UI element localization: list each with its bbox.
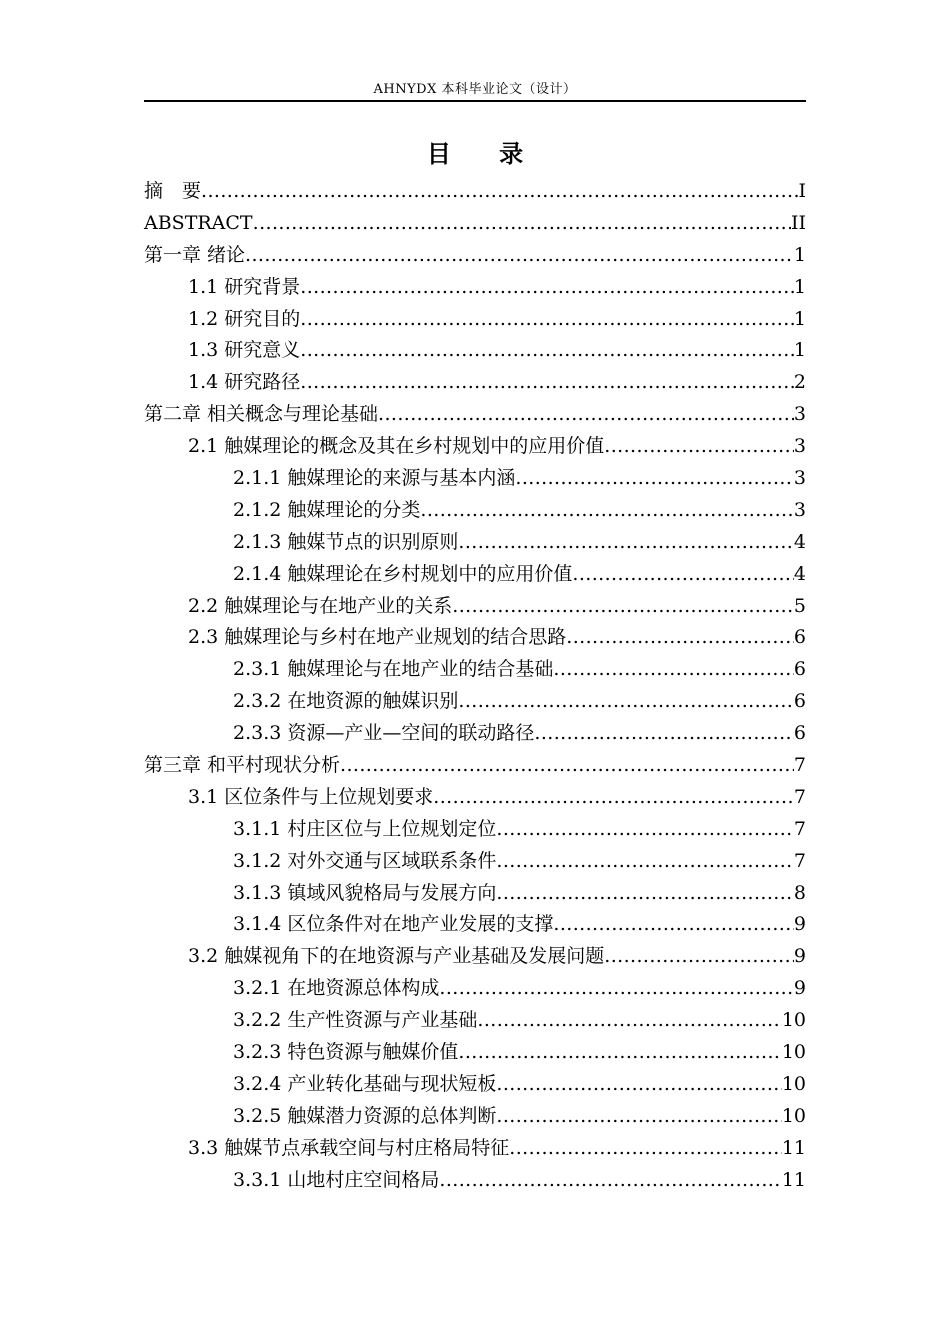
toc-page-number: 11 <box>781 1168 806 1191</box>
toc-page-number: 4 <box>793 530 806 553</box>
toc-entry[interactable] <box>144 1133 806 1165</box>
toc-dot-leader <box>420 495 794 527</box>
toc-dot-leader <box>458 1037 781 1069</box>
toc-entry-title: 2.2 触媒理论与在地产业的关系 <box>188 594 453 617</box>
toc-page-number: 6 <box>793 722 806 745</box>
toc-entry-title: 2.3.1 触媒理论与在地产业的结合基础 <box>233 658 554 681</box>
toc-dot-leader <box>496 846 794 878</box>
toc-entry[interactable] <box>144 1037 806 1069</box>
toc-entry-title: 3.2.4 产业转化基础与现状短板 <box>233 1072 497 1095</box>
toc-page-number: 10 <box>781 1009 806 1032</box>
toc-dot-leader <box>496 1069 781 1101</box>
toc-entry-title: 2.1.3 触媒节点的识别原则 <box>233 530 459 553</box>
toc-page-number: I <box>798 180 806 202</box>
toc-dot-leader <box>433 782 794 814</box>
toc-page-number: 6 <box>793 690 806 713</box>
toc-entry-title: 3.1.2 对外交通与区域联系条件 <box>233 849 497 872</box>
toc-page-number: 3 <box>793 435 806 458</box>
toc-page-number: 3 <box>793 467 806 490</box>
toc-dot-leader <box>496 878 794 910</box>
toc-title: 目 录 <box>426 140 544 168</box>
toc-entry-title: 第一章 绪论 <box>144 243 246 266</box>
toc-page-number: 7 <box>793 785 806 808</box>
toc-entry[interactable] <box>144 304 806 336</box>
toc-entry-title: 2.3.2 在地资源的触媒识别 <box>233 690 459 713</box>
toc-dot-leader <box>458 686 794 718</box>
toc-entry-title: ABSTRACT <box>144 211 253 234</box>
toc-page-number: 6 <box>793 626 806 649</box>
toc-page-number: 7 <box>793 754 806 777</box>
toc-entry[interactable] <box>144 559 806 591</box>
toc-page-number: 2 <box>793 371 806 394</box>
toc-page-number: 6 <box>793 658 806 681</box>
toc-dot-leader <box>439 1165 781 1197</box>
toc-page-number: 9 <box>793 945 806 968</box>
toc-entry-title: 3.1.3 镇域风貌格局与发展方向 <box>233 881 497 904</box>
table-of-contents <box>144 176 806 1197</box>
toc-entry[interactable] <box>144 431 806 463</box>
toc-entry-title: 3.2 触媒视角下的在地资源与产业基础及发展问题 <box>188 945 605 968</box>
toc-page-number: 10 <box>781 1104 806 1127</box>
toc-page-number: 1 <box>793 275 806 298</box>
toc-dot-leader <box>300 272 794 304</box>
toc-entry-title: 1.4 研究路径 <box>188 371 301 394</box>
toc-dot-leader <box>340 750 794 782</box>
toc-page-number: 8 <box>793 881 806 904</box>
toc-entry-title: 3.1.4 区位条件对在地产业发展的支撑 <box>233 913 554 936</box>
toc-entry-title: 摘 要 <box>144 180 202 202</box>
toc-dot-leader <box>553 909 794 941</box>
toc-dot-leader <box>496 814 794 846</box>
toc-dot-leader <box>439 973 794 1005</box>
toc-entry[interactable] <box>144 399 806 431</box>
toc-dot-leader <box>378 399 794 431</box>
toc-entry[interactable] <box>144 176 806 208</box>
toc-entry-title: 第三章 和平村现状分析 <box>144 754 341 777</box>
toc-entry[interactable] <box>144 335 806 367</box>
toc-dot-leader <box>509 1133 782 1165</box>
toc-dot-leader <box>534 718 794 750</box>
toc-entry[interactable] <box>144 846 806 878</box>
toc-page-number: 7 <box>793 849 806 872</box>
toc-entry[interactable] <box>144 941 806 973</box>
toc-dot-leader <box>300 367 794 399</box>
toc-entry[interactable] <box>144 495 806 527</box>
toc-entry[interactable] <box>144 750 806 782</box>
toc-dot-leader <box>458 527 794 559</box>
toc-entry-title: 3.2.3 特色资源与触媒价值 <box>233 1041 459 1064</box>
toc-page-number: 3 <box>793 498 806 521</box>
toc-dot-leader <box>253 208 791 240</box>
toc-entry-title: 2.1.1 触媒理论的来源与基本内涵 <box>233 467 516 490</box>
toc-entry-title: 2.1.2 触媒理论的分类 <box>233 498 421 521</box>
toc-dot-leader <box>477 1005 781 1037</box>
toc-entry[interactable] <box>144 1005 806 1037</box>
toc-entry-title: 2.1 触媒理论的概念及其在乡村规划中的应用价值 <box>188 435 605 458</box>
toc-entry-title: 3.2.1 在地资源总体构成 <box>233 977 440 1000</box>
toc-entry[interactable] <box>144 718 806 750</box>
toc-dot-leader <box>553 654 794 686</box>
toc-entry-title: 2.1.4 触媒理论在乡村规划中的应用价值 <box>233 562 573 585</box>
toc-dot-leader <box>496 1101 781 1133</box>
toc-dot-leader <box>300 335 794 367</box>
toc-entry[interactable] <box>144 1101 806 1133</box>
toc-page-number: 5 <box>793 594 806 617</box>
toc-entry[interactable] <box>144 973 806 1005</box>
toc-entry[interactable] <box>144 814 806 846</box>
toc-page-number: 4 <box>793 562 806 585</box>
toc-entry[interactable] <box>144 272 806 304</box>
toc-dot-leader <box>300 304 794 336</box>
toc-page-number: 11 <box>781 1136 806 1159</box>
toc-entry[interactable] <box>144 878 806 910</box>
toc-entry[interactable] <box>144 1069 806 1101</box>
toc-entry[interactable] <box>144 1165 806 1197</box>
toc-entry-title: 3.3.1 山地村庄空间格局 <box>233 1168 440 1191</box>
toc-page-number: 7 <box>793 817 806 840</box>
toc-entry[interactable] <box>144 686 806 718</box>
toc-page-number: 1 <box>793 243 806 266</box>
toc-page-number: 9 <box>793 913 806 936</box>
toc-dot-leader <box>572 559 794 591</box>
toc-entry[interactable] <box>144 782 806 814</box>
toc-dot-leader <box>604 941 794 973</box>
toc-entry-title: 第二章 相关概念与理论基础 <box>144 403 379 426</box>
toc-entry-title: 2.3 触媒理论与乡村在地产业规划的结合思路 <box>188 626 567 649</box>
toc-entry[interactable] <box>144 367 806 399</box>
toc-entry-title: 3.3 触媒节点承载空间与村庄格局特征 <box>188 1136 510 1159</box>
toc-dot-leader <box>201 176 798 208</box>
toc-entry[interactable] <box>144 654 806 686</box>
running-header: AHNYDX 本科毕业论文（设计） <box>373 82 577 97</box>
toc-dot-leader <box>515 463 794 495</box>
toc-page-number: II <box>790 211 806 234</box>
toc-entry[interactable] <box>144 208 806 240</box>
toc-dot-leader <box>245 240 794 272</box>
toc-entry-title: 3.1 区位条件与上位规划要求 <box>188 785 434 808</box>
header-rule <box>144 100 806 102</box>
toc-page-number: 9 <box>793 977 806 1000</box>
toc-dot-leader <box>452 591 794 623</box>
toc-entry-title: 2.3.3 资源—产业—空间的联动路径 <box>233 722 535 745</box>
toc-page-number: 10 <box>781 1072 806 1095</box>
toc-entry-title: 3.2.5 触媒潜力资源的总体判断 <box>233 1104 497 1127</box>
toc-entry-title: 1.2 研究目的 <box>188 307 301 330</box>
toc-page-number: 10 <box>781 1041 806 1064</box>
toc-dot-leader <box>566 622 794 654</box>
toc-entry[interactable] <box>144 240 806 272</box>
toc-entry[interactable] <box>144 909 806 941</box>
toc-page-number: 3 <box>793 403 806 426</box>
toc-dot-leader <box>604 431 794 463</box>
toc-page-number: 1 <box>793 307 806 330</box>
toc-entry-title: 3.2.2 生产性资源与产业基础 <box>233 1009 478 1032</box>
toc-entry[interactable] <box>144 527 806 559</box>
toc-entry-title: 1.3 研究意义 <box>188 339 301 362</box>
toc-entry[interactable] <box>144 622 806 654</box>
toc-entry[interactable] <box>144 463 806 495</box>
toc-entry-title: 1.1 研究背景 <box>188 275 301 298</box>
toc-page-number: 1 <box>793 339 806 362</box>
toc-entry[interactable] <box>144 591 806 623</box>
toc-entry-title: 3.1.1 村庄区位与上位规划定位 <box>233 817 497 840</box>
